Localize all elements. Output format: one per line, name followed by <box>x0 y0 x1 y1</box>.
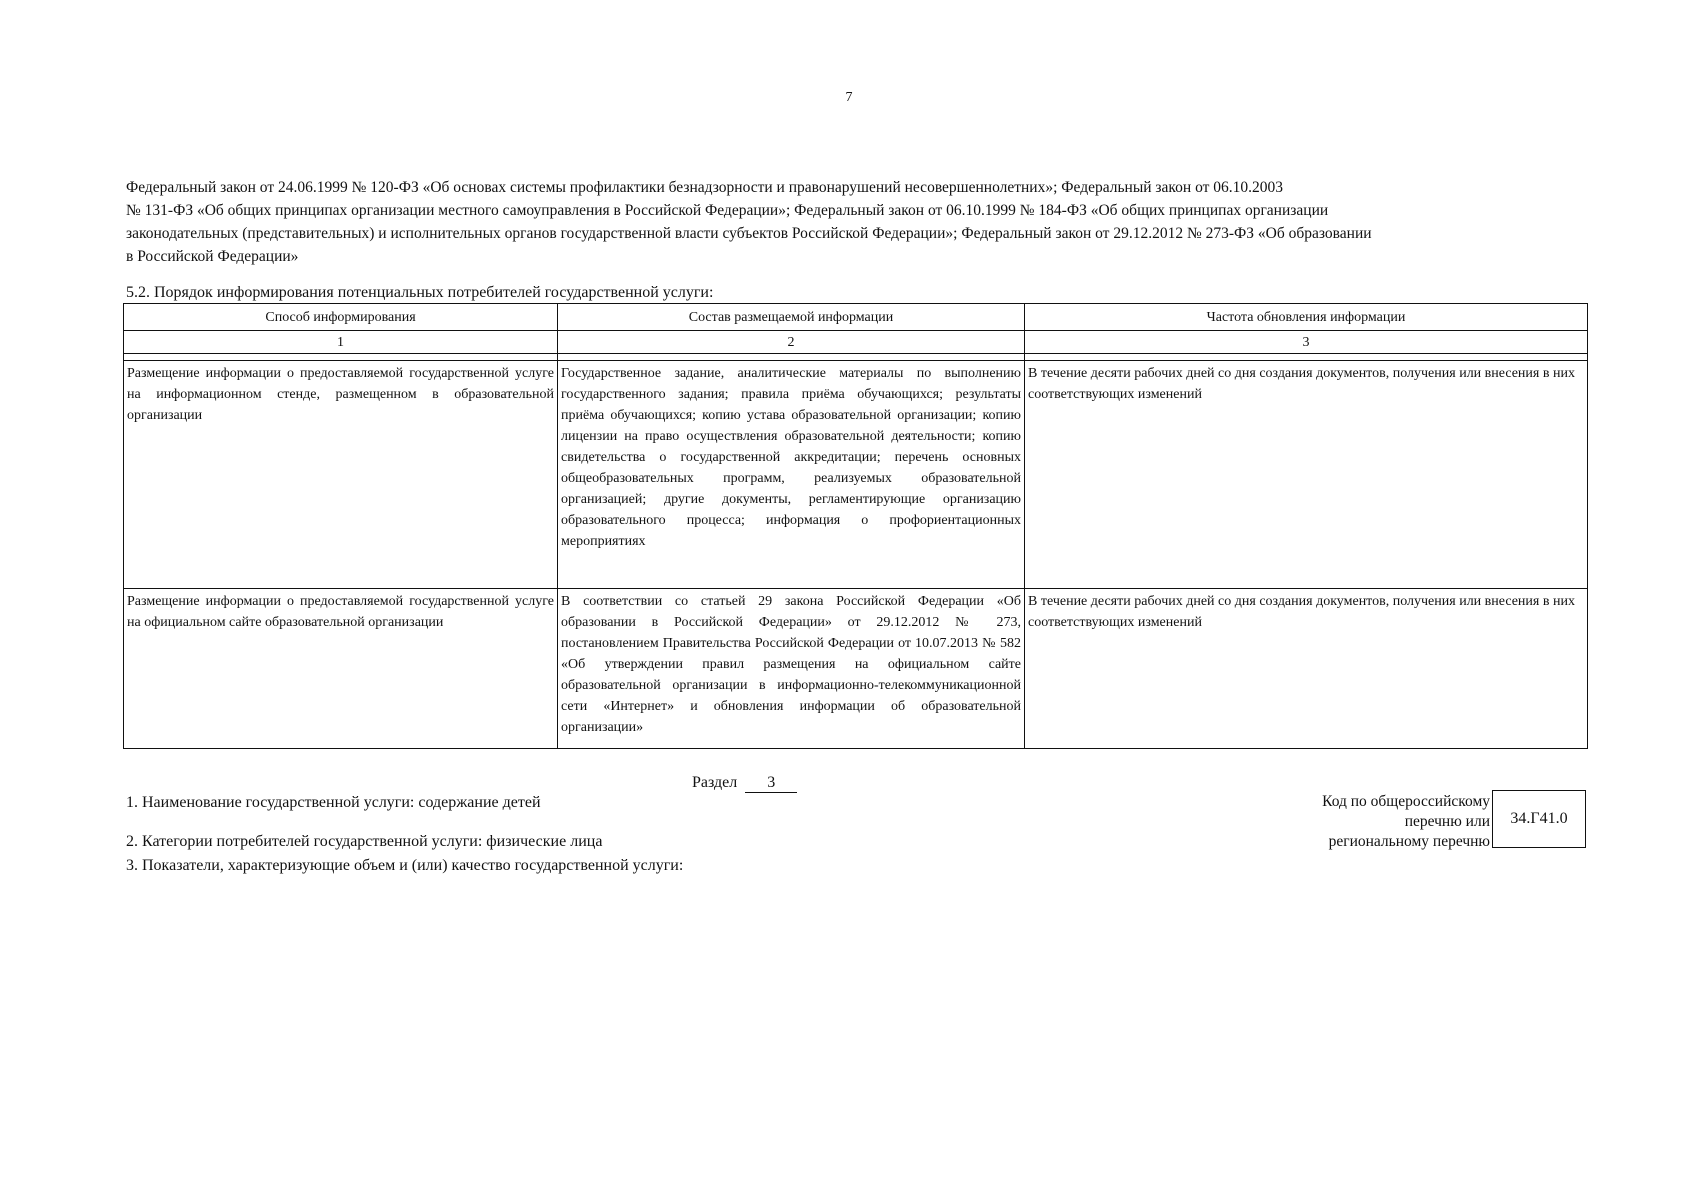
registry-code-label-line: перечню или <box>1404 813 1490 830</box>
registry-code-box <box>1492 790 1586 848</box>
table-number-row <box>124 331 1588 354</box>
table-row <box>124 361 1588 589</box>
table-row <box>124 589 1588 749</box>
registry-code-label-line: Код по общероссийскому <box>1322 793 1490 810</box>
page-number: 7 <box>845 90 853 105</box>
indicators-heading: 3. Показатели, характеризующие объем и (или) качество государственной услуги: <box>126 857 684 874</box>
service-name: 1. Наименование государственной услуги: содержание детей <box>126 794 541 811</box>
row-content: В соответствии со статьей 29 закона Российской Федерации «Об образовании в Российской Федерации» от 29.12.2012 № 273, постановлением Правительства Российской Федерации от 10.07.2013 № 582 «Об утверждении правил размещения на официальном сайте образовательной организации в информационно-телекоммуникационной сети «Интернет» и обновления информации об образовательной организации» <box>558 589 1025 749</box>
row-method: Размещение информации о предоставляемой государственной услуге на официальном сайте образовательной организации <box>124 589 558 749</box>
section-number: 3 <box>745 774 797 793</box>
legal-basis-line: законодательных (представительных) и исполнительных органов государственной власти субъектов Российской Федерации»; Федеральный закон от 29.12.2012 № 273-ФЗ «Об образовании <box>126 225 1372 242</box>
row-frequency: В течение десяти рабочих дней со дня создания документов, получения или внесения в них соответствующих изменений <box>1025 589 1588 749</box>
registry-code-label-line: региональному перечню <box>1328 833 1490 850</box>
column-number: 3 <box>1025 331 1588 354</box>
header-frequency: Частота обновления информации <box>1025 304 1588 331</box>
table-header-row <box>124 304 1588 331</box>
table-gap-row <box>124 354 1588 361</box>
legal-basis-line: Федеральный закон от 24.06.1999 № 120-ФЗ «Об основах системы профилактики безнадзорности и правонарушений несовершеннолетних»; Федеральный закон от 06.10.2003 <box>126 179 1284 196</box>
informing-table <box>123 303 1588 749</box>
registry-code-label <box>1250 792 1490 852</box>
row-content: Государственное задание, аналитические материалы по выполнению государственного задания; правила приёма обучающихся; результаты приёма обучающихся; копию устава образовательной организации; копию лицензии на право осуществления образовательной деятельности; копию свидетельства о государственной аккредитации; перечень основных общеобразовательных программ, реализуемых образовательной организацией; другие документы, регламентирующие организацию образовательного процесса; информация о профориентационных мероприятиях <box>558 361 1025 589</box>
legal-basis-line: в Российской Федерации» <box>126 248 299 265</box>
column-number: 2 <box>558 331 1025 354</box>
section-heading <box>692 774 797 793</box>
header-content: Состав размещаемой информации <box>558 304 1025 331</box>
column-number: 1 <box>124 331 558 354</box>
section-label: Раздел <box>692 774 738 791</box>
legal-basis-text <box>126 176 1586 268</box>
row-method: Размещение информации о предоставляемой государственной услуге на информационном стенде, размещенном в образовательной организации <box>124 361 558 589</box>
header-method: Способ информирования <box>124 304 558 331</box>
registry-code-value: 34.Г41.0 <box>1510 810 1568 827</box>
row-frequency: В течение десяти рабочих дней со дня создания документов, получения или внесения в них соответствующих изменений <box>1025 361 1588 589</box>
legal-basis-line: № 131-ФЗ «Об общих принципах организации местного самоуправления в Российской Федерации»; Федеральный закон от 06.10.1999 № 184-ФЗ «Об общих принципах организации <box>126 202 1329 219</box>
section-5-2-caption: 5.2. Порядок информирования потенциальных потребителей государственной услуги: <box>126 284 714 301</box>
consumer-categories: 2. Категории потребителей государственной услуги: физические лица <box>126 833 603 850</box>
